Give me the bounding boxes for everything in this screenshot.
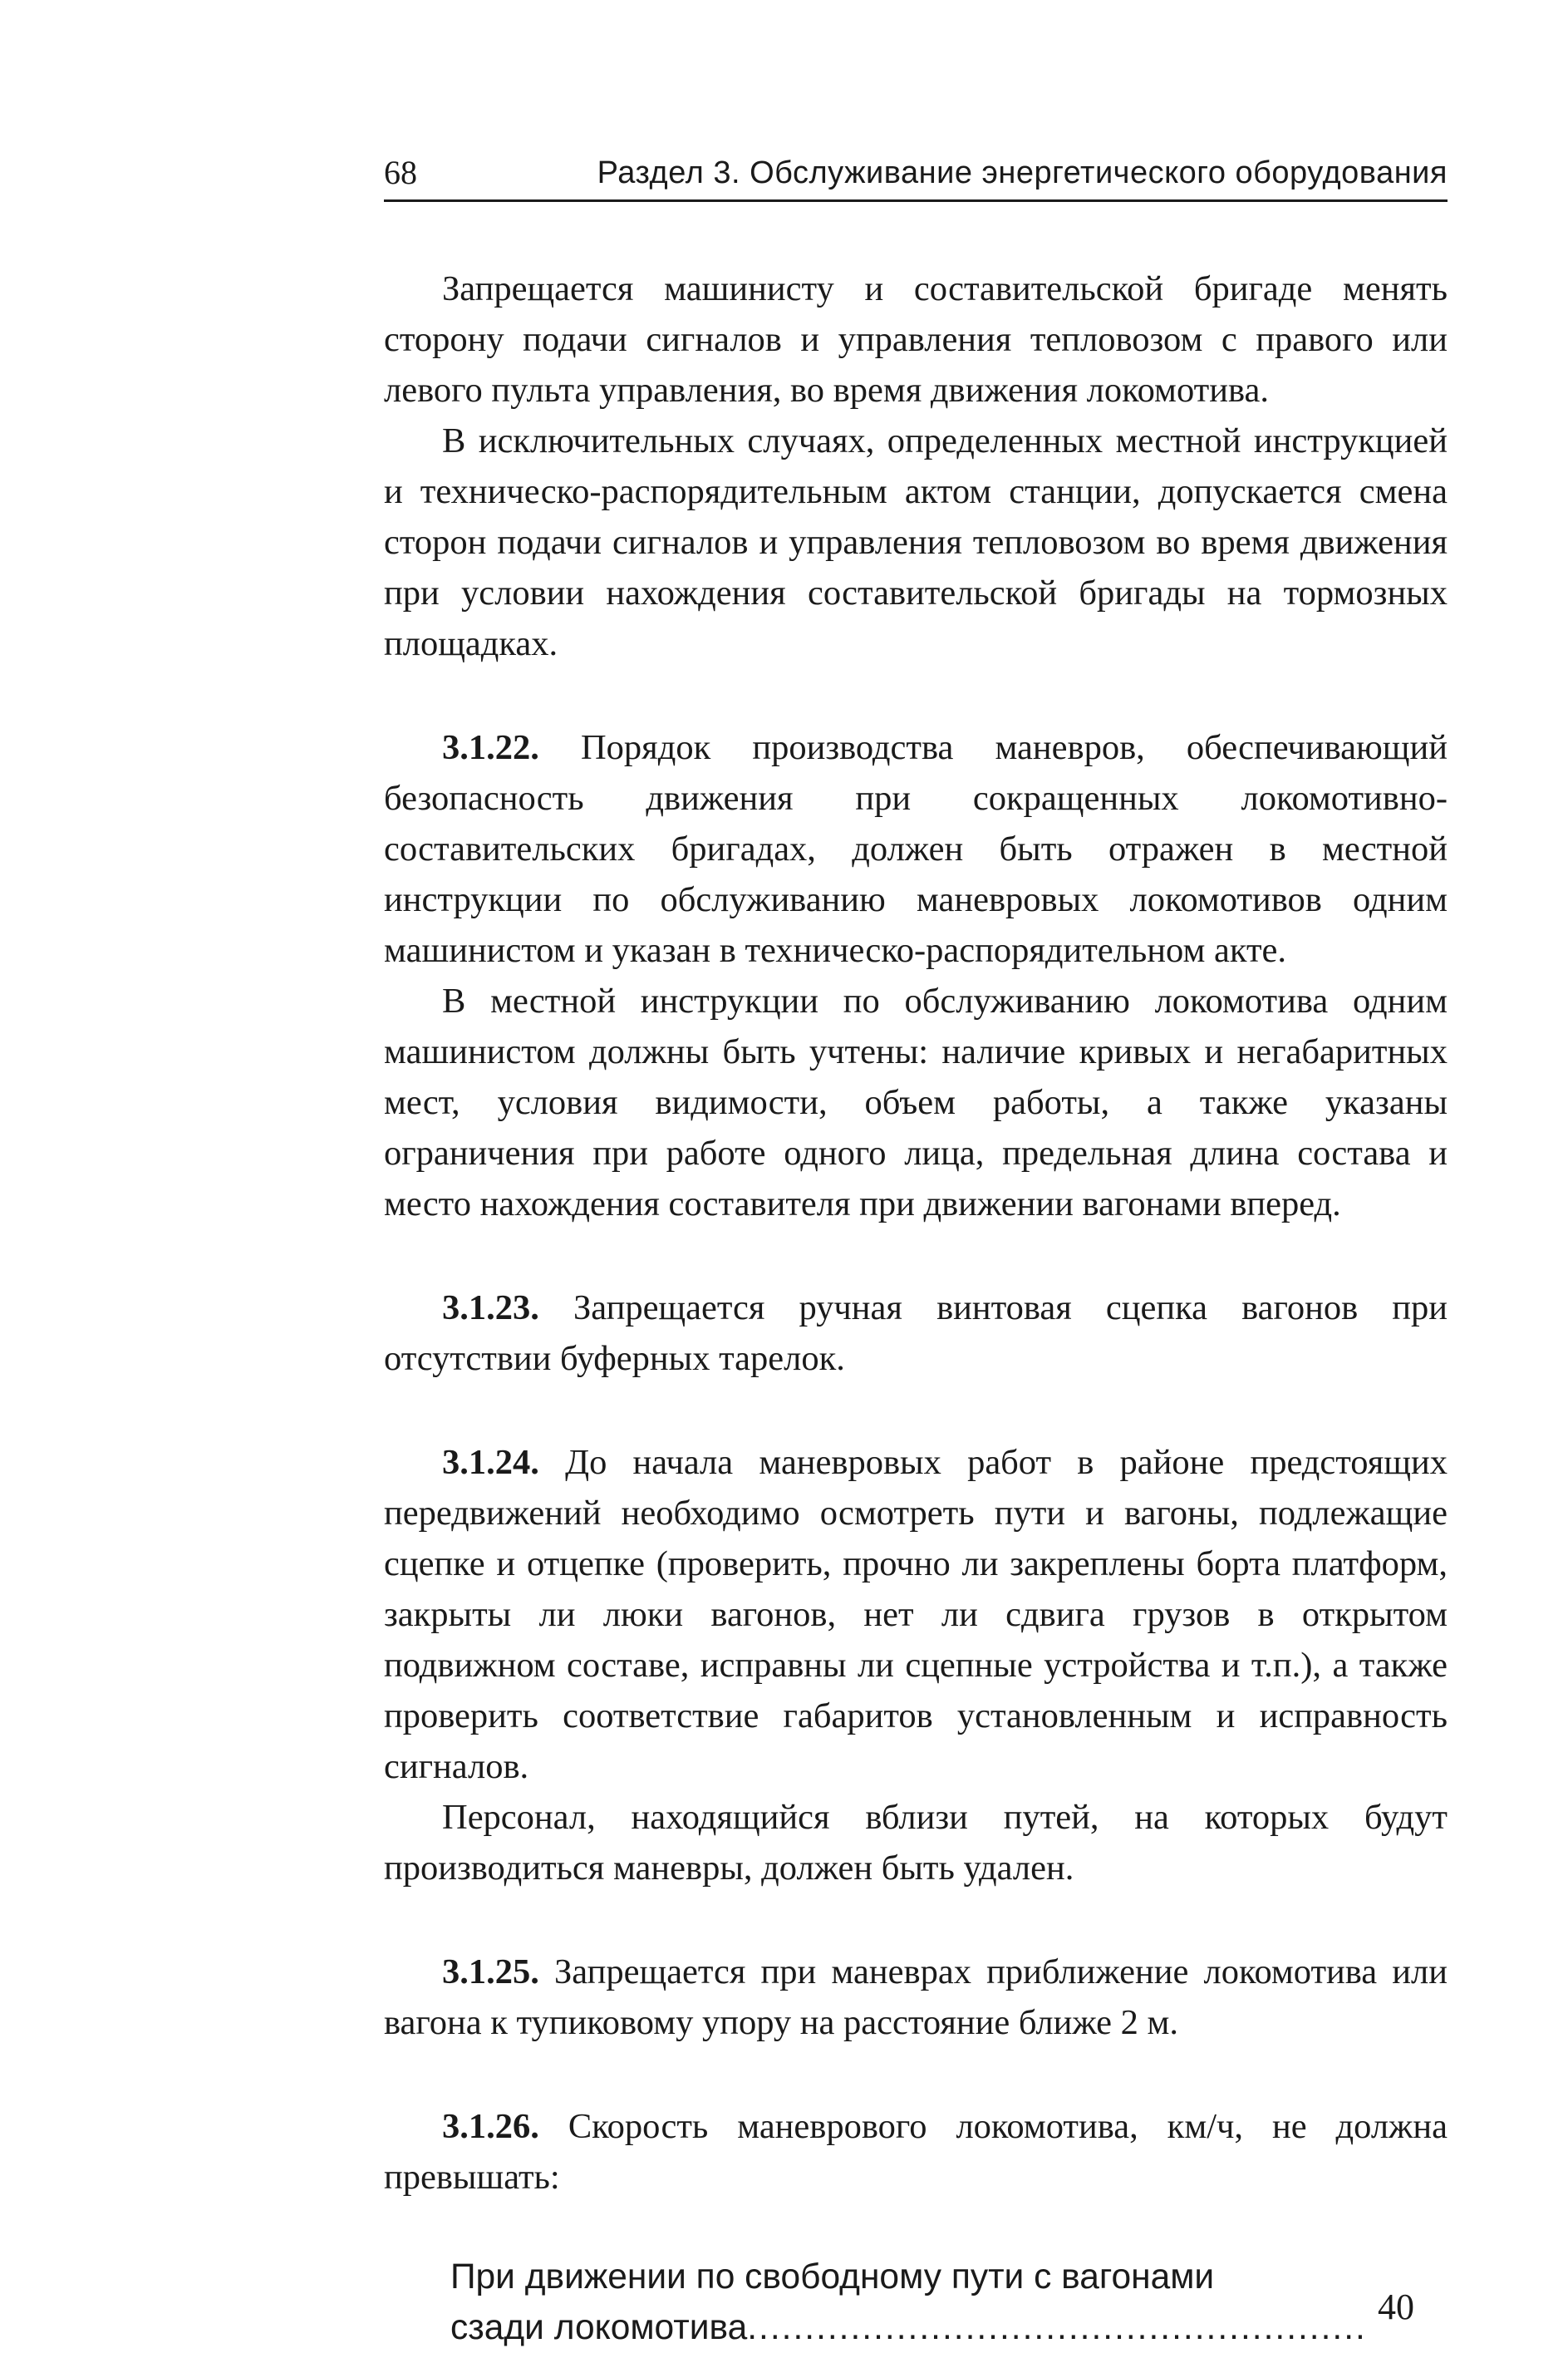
section-paragraph — [384, 1437, 1448, 1792]
book-page — [384, 150, 1448, 2353]
paragraph — [384, 976, 1448, 1229]
speed-value: 40 — [1378, 2287, 1414, 2327]
paragraph-text: Запрещается машинисту и составительской бригаде менять сторону подачи сигналов и управления тепловозом с правого или левого пульта управления, во время движения локомотива. — [384, 269, 1448, 410]
section-paragraph — [384, 2101, 1448, 2203]
paragraph-text: До начала маневровых работ в районе предстоящих передвижений необходимо осмотреть пути и вагоны, подлежащие сцепке и отцепке (проверить, прочно ли закреплены борта платформ, закрыты ли люки вагонов, нет ли сдвига грузов в открытом подвижном составе, исправны ли сцепные устройства и т.п.), а также проверить соответствие габаритов установленным и исправность сигналов. — [384, 1443, 1448, 1786]
dot-leader — [747, 2303, 1368, 2353]
speed-table — [450, 2252, 1414, 2353]
speed-row-label-line1: При движении по свободному пути с вагонами — [450, 2257, 1215, 2296]
section-paragraph — [384, 1947, 1448, 2048]
page-body — [384, 263, 1448, 2203]
paragraph-text: Порядок производства маневров, обеспечивающий безопасность движения при сокращенных локомотивно-составительских бригадах, должен быть отражен в местной инструкции по обслуживанию маневровых локомотивов одним машинистом и указан в техническо-распорядительном акте. — [384, 728, 1448, 970]
page-number: 68 — [384, 154, 417, 191]
section-number: 3.1.24. — [442, 1443, 539, 1482]
running-title: Раздел 3. Обслуживание энергетического оборудования — [597, 155, 1448, 190]
paragraph-text: В местной инструкции по обслуживанию локомотива одним машинистом должны быть учтены: наличие кривых и негабаритных мест, условия видимости, объем работы, а также указаны ограничения при работе одного лица, предельная длина состава и место нахождения составителя при движении вагонами вперед. — [384, 982, 1448, 1223]
paragraph-text: В исключительных случаях, определенных местной инструкцией и техническо-распорядительным актом станции, допускается смена сторон подачи сигналов и управления тепловозом во время движения при условии нахождения составительской бригады на тормозных площадках. — [384, 421, 1448, 663]
section-paragraph — [384, 722, 1448, 976]
section-paragraph — [384, 1282, 1448, 1384]
paragraph-text: Запрещается при маневрах приближение локомотива или вагона к тупиковому упору на расстояние ближе 2 м. — [384, 1952, 1448, 2042]
paragraph-text: Скорость маневрового локомотива, км/ч, не должна превышать: — [384, 2107, 1448, 2197]
section-number: 3.1.23. — [442, 1288, 539, 1327]
page-header — [384, 150, 1448, 202]
paragraph — [384, 1792, 1448, 1893]
section-number: 3.1.26. — [442, 2107, 539, 2146]
section-number: 3.1.22. — [442, 728, 539, 767]
speed-row-label-line2: сзади локомотива — [450, 2308, 748, 2347]
paragraph — [384, 416, 1448, 669]
paragraph-text: Персонал, находящийся вблизи путей, на которых будут производиться маневры, должен быть удален. — [384, 1798, 1448, 1888]
paragraph-text: Запрещается ручная винтовая сцепка вагонов при отсутствии буферных тарелок. — [384, 1288, 1448, 1378]
paragraph — [384, 263, 1448, 416]
section-number: 3.1.25. — [442, 1952, 539, 1991]
speed-row — [450, 2287, 1414, 2353]
